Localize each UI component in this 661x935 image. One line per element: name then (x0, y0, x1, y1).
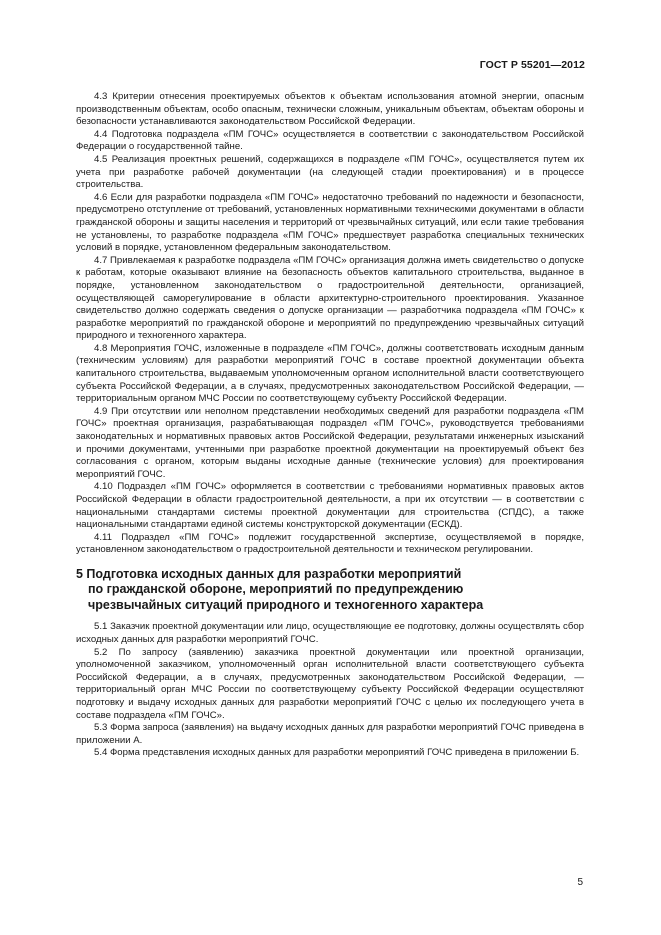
paragraph-4-11: 4.11 Подраздел «ПМ ГОЧС» подлежит государственной экспертизе, осуществляемой в порядке, установленном законодательством о градостроительной деятельности и техническом регулировании. (76, 531, 584, 556)
paragraph-5-1: 5.1 Заказчик проектной документации или лицо, осуществляющие ее подготовку, должны осуществлять сбор исходных данных для разработки мероприятий ГОЧС. (76, 621, 584, 646)
paragraph-5-4: 5.4 Форма представления исходных данных для разработки мероприятий ГОЧС приведена в приложении Б. (94, 747, 580, 759)
page-number: 5 (577, 877, 583, 888)
paragraph-4-3: 4.3 Критерии отнесения проектируемых объектов к объектам использования атомной энергии, опасным производственным объектам, особо опасным, технически сложным, уникальным объектам, объектам обороны и безопасности устанавливаются законодательством Российской Федерации. (76, 91, 584, 128)
paragraph-4-9: 4.9 При отсутствии или неполном представлении необходимых сведений для разработки подраздела «ПМ ГОЧС» проектная организация, разрабатывающая подраздел «ПМ ГОЧС», руководствуется требованиями законодательных и нормативных правовых актов Российской Федерации, результатами инженерных изысканий и прочими документами, учтенными при разработке проектной документации на проектируемый объект без согласования с органом, которым выданы исходные данные (технические условия) для проектирования мероприятий ГОЧС. (76, 405, 584, 480)
paragraph-4-7: 4.7 Привлекаемая к разработке подраздела «ПМ ГОЧС» организация должна иметь свидетельство о допуске к работам, которые оказывают влияние на безопасность объектов капитального строительства, выданное в порядке, установленном законодательством о градостроительной деятельности, организацией, осуществляющей саморегулирование в области архитектурно-строительного проектирования. Указанное свидетельство должно содержать сведения о допуске организации — разработчика подраздела «ПМ ГОЧС» к разработке мероприятий по гражданской обороне и мероприятий по предупреждению чрезвычайных ситуаций природного и техногенного характера. (76, 254, 584, 342)
paragraph-4-5: 4.5 Реализация проектных решений, содержащихся в подразделе «ПМ ГОЧС», осуществляется путем их учета при разработке рабочей документации (на следующей стадии проектирования) и в процессе строительства. (76, 153, 584, 191)
paragraph-4-8: 4.8 Мероприятия ГОЧС, изложенные в подразделе «ПМ ГОЧС», должны соответствовать исходным данным (техническим условиям) для разработки мероприятий ГОЧС в составе проектной документации объекта капитального строительства, выдаваемым уполномоченным органом исполнительной власти соответствующего субъекта Российской Федерации, а в случаях, предусмотренных законодательством Российской Федерации, — территориальным органом МЧС России по соответствующему субъекту Российской Федерации. (76, 342, 584, 405)
section-5-heading (76, 567, 584, 614)
document-body (76, 91, 584, 760)
paragraph-5-3: 5.3 Форма запроса (заявления) на выдачу исходных данных для разработки мероприятий ГОЧС приведена в приложении А. (76, 722, 584, 746)
paragraph-5-2: 5.2 По запросу (заявлению) заказчика проектной документации или проектной организации, уполномоченной заказчиком, уполномоченный орган исполнительной власти соответствующего субъекта Российской Федерации, а в случаях, предусмотренных законодательством Российской Федерации, — территориальный орган МЧС России по соответствующему субъекту Российской Федерации осуществляют подготовку и выдачу исходных данных для разработки мероприятий ГОЧС с целью их последующего учета в составе подраздела «ПМ ГОЧС». (76, 646, 584, 721)
paragraph-4-10: 4.10 Подраздел «ПМ ГОЧС» оформляется в соответствии с требованиями нормативных правовых актов Российской Федерации в области градостроительной деятельности, а при их отсутствии — в соответствии с национальными стандартами системы проектной документации для строительства (СПДС), а также национальными стандартами единой системы конструкторской документации (ЕСКД). (76, 481, 584, 531)
paragraph-4-6: 4.6 Если для разработки подраздела «ПМ ГОЧС» недостаточно требований по надежности и безопасности, предусмотрено отступление от требований, установленных нормативными техническими документами в области гражданской обороны и защиты населения и территорий от чрезвычайных ситуаций, или если такие требования не установлены, то разработке подраздела «ПМ ГОЧС» предшествует разработка специальных технических условий в порядке, установленном федеральным законодательством. (76, 191, 584, 254)
section-heading-line-1: 5 Подготовка исходных данных для разработки мероприятий (76, 566, 462, 581)
paragraph-4-4: 4.4 Подготовка подраздела «ПМ ГОЧС» осуществляется в соответствии с законодательством Российской Федерации о государственной тайне. (76, 128, 584, 153)
section-heading-line-3: чрезвычайных ситуаций природного и техногенного характера (88, 597, 484, 612)
standard-code-header: ГОСТ Р 55201—2012 (479, 59, 585, 71)
section-heading-line-2: по гражданской обороне, мероприятий по предупреждению (88, 582, 464, 597)
